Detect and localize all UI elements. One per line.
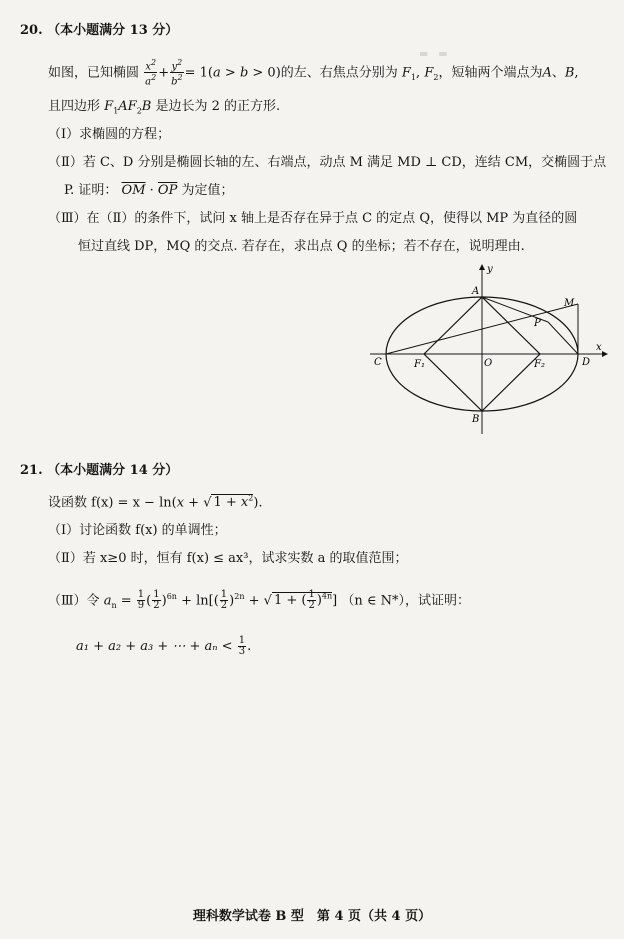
q21-func-a: 设函数 f(x) = x − ln (48, 495, 172, 511)
q20-title (20, 22, 178, 40)
label-c: C (374, 357, 382, 368)
x-axis-arrow (602, 351, 608, 357)
q21-part3-b: （n ∈ N*），试证明： (341, 593, 470, 609)
q20-part2-c: 为定值； (181, 183, 234, 198)
q20-number: 20. (20, 23, 43, 38)
label-y: y (487, 264, 493, 275)
q21-function-line: 设函数 f(x) = x − ln(x + √ $1 + x^2$). (48, 494, 263, 511)
q21-part3-line: （Ⅲ）令 $a_n$ = $\frac{1}{9}$ ( $\frac{1}{2}$ )$^{6n}$ + ln[( $\frac{1}{2}$ )$^{2n}$ + √ 1 + ( $\frac{1}{2}$ )$^{4n}$] （n ∈ N*），试证明： (48, 589, 470, 612)
q21-part3-a: （Ⅲ）令 (48, 593, 100, 609)
ellipse-diagram (370, 262, 610, 442)
q21-header: （本小题满分 14 分） (47, 463, 179, 478)
label-o: O (484, 358, 493, 369)
q21-part2: （Ⅱ）若 x≥0 时，恒有 f(x) ≤ ax³，试求实数 a 的取值范围； (48, 551, 408, 566)
bleed-through-decoration: ═ ═ (420, 47, 447, 61)
q21-inequality-line: a₁ + a₂ + a₃ + ⋯ + aₙ < $\frac{1}{3}$ . (76, 635, 252, 657)
q20-part2-line2: P. 证明： $\overline{OM} \cdot \overline{OP}$ 为定值； (64, 183, 234, 198)
q20-intro-b: 的左、右焦点分别为 (280, 65, 398, 81)
q21-number: 21. (20, 463, 43, 478)
label-a: A (472, 286, 480, 297)
q20-intro-a: 如图，已知椭圆 (48, 65, 140, 81)
q21-part1: （Ⅰ）讨论函数 f(x) 的单调性； (48, 523, 227, 538)
q20-square-line: 且四边形 $F_1AF_2B$ 是边长为 2 的正方形. (48, 99, 281, 116)
q20-part2-line1: （Ⅱ）若 C、D 分别是椭圆长轴的左、右端点，动点 M 满足 MD ⊥ CD，连结 CM，交椭圆于点 (48, 155, 607, 170)
q20-intro-line: 如图，已知椭圆 $\frac{x^2}{a^2}$ + $\frac{y^2}{b^2}$ = 1(a > b > 0)的左、右焦点分别为 $F_1$, $F_2$，短轴两个端点为A、B, (48, 58, 579, 88)
frac-one-half-2: $\frac{1}{2}$ (220, 589, 228, 612)
frac-one-ninth: $\frac{1}{9}$ (137, 589, 145, 612)
label-p: P (534, 318, 541, 329)
label-d: D (582, 357, 591, 368)
q20-header: （本小题满分 13 分） (47, 23, 179, 38)
q20-part1: （Ⅰ）求椭圆的方程； (48, 127, 171, 142)
q20-part2-b: P. 证明： (64, 183, 118, 198)
q21-inequality: a₁ + a₂ + a₃ + ⋯ + aₙ < (76, 639, 233, 654)
q20-part3-line2: 恒过直线 DP，MQ 的交点. 若存在，求出点 Q 的坐标；若不存在，说明理由. (78, 239, 525, 254)
label-f2: F₂ (534, 359, 545, 370)
label-x: x (596, 342, 602, 353)
vector-dot-product: $\overline{OM}$ (121, 183, 146, 198)
ellipse-y-term: $\frac{y^2}{b^2}$ (171, 58, 183, 88)
frac-one-third: $\frac{1}{3}$ (238, 635, 246, 657)
ellipse-x-term: $\frac{x^2}{a^2}$ (145, 58, 157, 88)
q20-intro-d: 且四边形 (48, 99, 101, 114)
y-axis-arrow (479, 264, 485, 270)
frac-one-half: $\frac{1}{2}$ (153, 589, 160, 612)
q20-intro-c: ，短轴两个端点为 (438, 65, 543, 81)
frac-one-half-3: $\frac{1}{2}$ (308, 589, 315, 612)
label-b: B (472, 414, 480, 425)
label-f1: F₁ (414, 359, 425, 370)
label-m: M (564, 298, 575, 309)
q21-title (20, 462, 178, 480)
page-footer: 理科数学试卷 B 型 第 4 页（共 4 页） (192, 909, 432, 924)
q20-intro-e: 是边长为 2 的正方形. (155, 99, 281, 114)
q20-part3-line1: （Ⅲ）在（Ⅱ）的条件下，试问 x 轴上是否存在异于点 C 的定点 Q，使得以 MP 为直径的圆 (48, 211, 578, 226)
